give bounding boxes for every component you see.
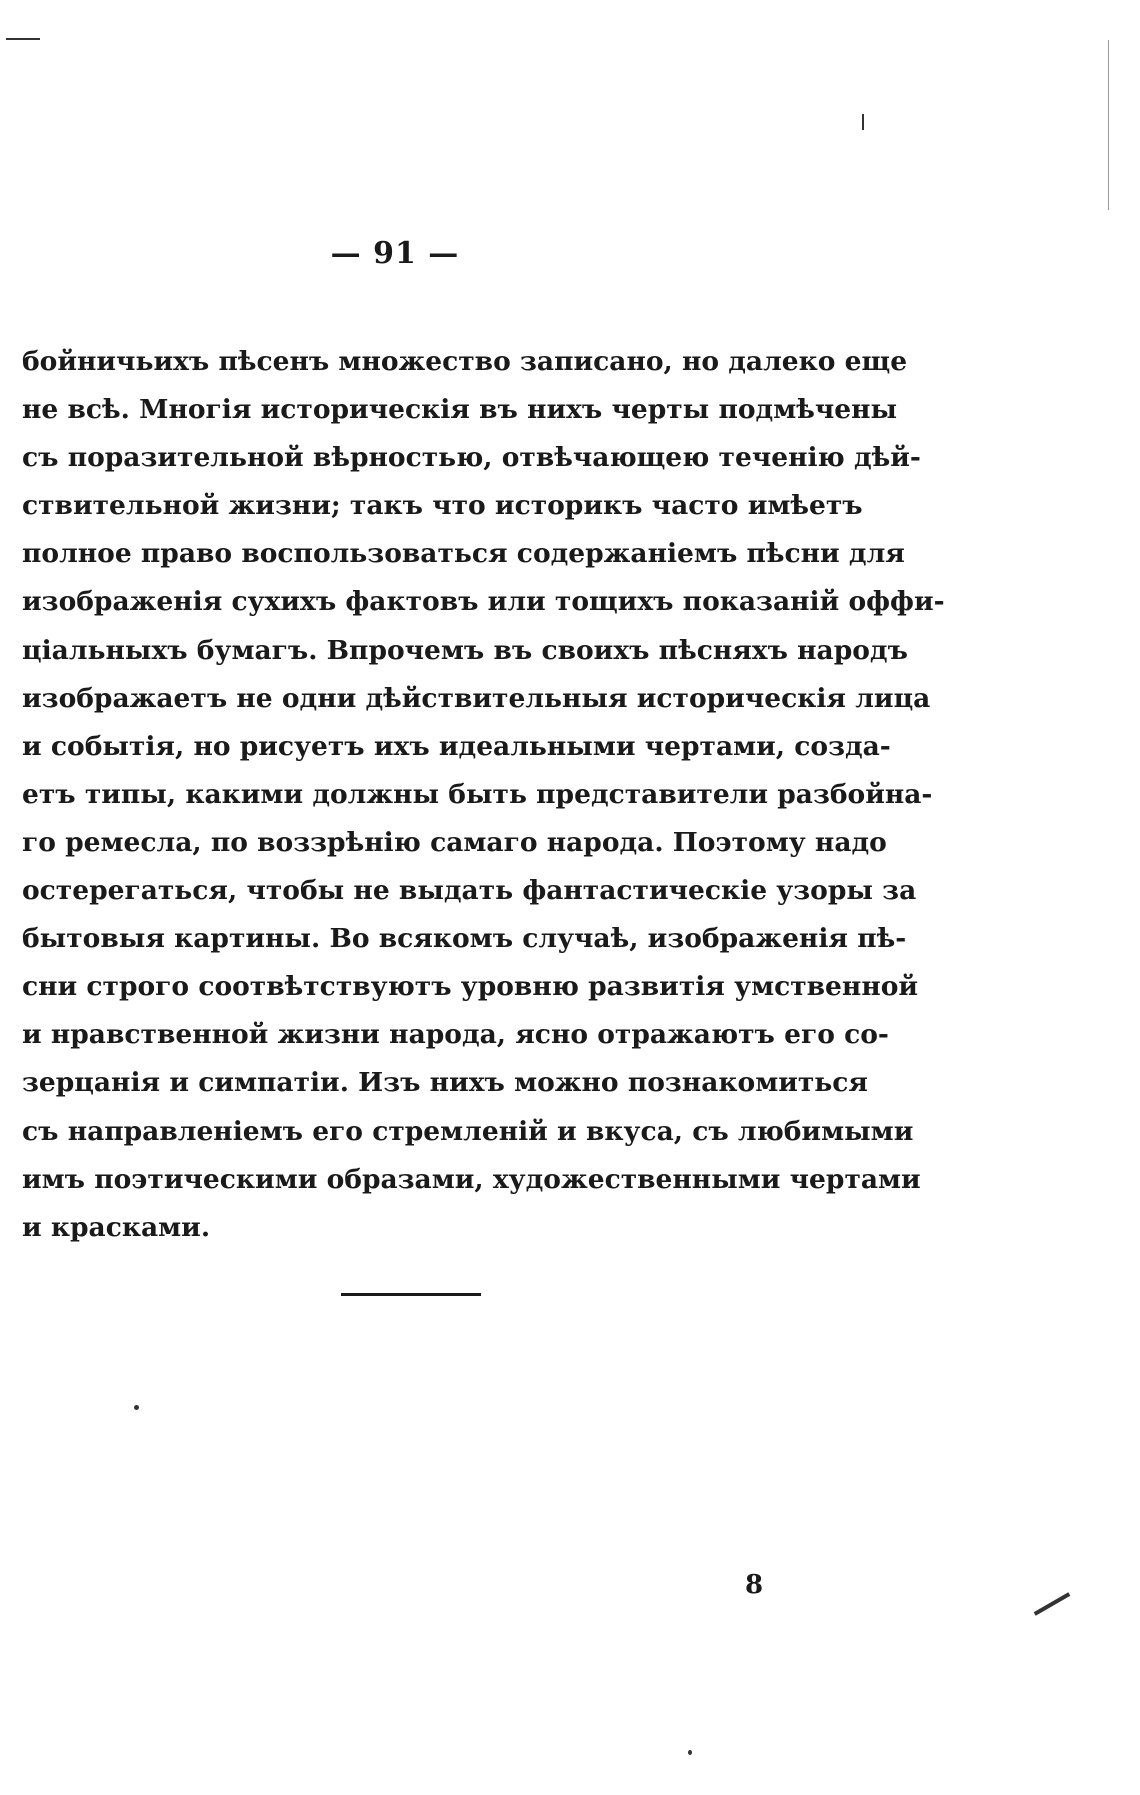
- scan-mark: [6, 38, 40, 40]
- text-line: имъ поэтическими образами, художественными чертами: [22, 1163, 921, 1195]
- text-line: изображаетъ не одни дѣйствительныя историческія лица: [22, 682, 931, 714]
- text-line: остерегаться, чтобы не выдать фантастическіе узоры за: [22, 875, 917, 907]
- text-line: съ направленіемъ его стремленій и вкуса, съ любимыми: [22, 1115, 914, 1147]
- scan-mark: [1108, 40, 1109, 210]
- text-line: зерцанія и симпатіи. Изъ нихъ можно познакомиться: [22, 1067, 868, 1099]
- scan-mark: [134, 1405, 139, 1410]
- scan-mark: [688, 1750, 692, 1755]
- text-line: изображенія сухихъ фактовъ или тощихъ показаній оффи-: [22, 586, 945, 618]
- text-line: полное право воспользоваться содержаніемъ пѣсни для: [22, 538, 905, 570]
- text-line: не всѣ. Многія историческія въ нихъ черты подмѣчены: [22, 394, 898, 426]
- text-line: етъ типы, какими должны быть представители разбойна-: [22, 778, 933, 810]
- body-paragraph: [22, 338, 945, 1252]
- text-line: и нравственной жизни народа, ясно отражаютъ его со-: [22, 1019, 889, 1051]
- text-line: ціальныхъ бумагъ. Впрочемъ въ своихъ пѣсняхъ народъ: [22, 634, 908, 666]
- text-line: го ремесла, по воззрѣнію самаго народа. Поэтому надо: [22, 826, 887, 858]
- text-line: бойничьихъ пѣсенъ множество записано, но далеко еще: [22, 346, 908, 377]
- closing-rule: [341, 1293, 481, 1296]
- scan-mark: [1034, 1592, 1071, 1615]
- text-line: ствительной жизни; такъ что историкъ часто имѣетъ: [22, 490, 863, 522]
- scan-mark: [862, 114, 864, 130]
- page-number: — 91 —: [330, 236, 460, 271]
- text-line: и событія, но рисуетъ ихъ идеальными чертами, созда-: [22, 730, 891, 762]
- text-line: сни строго соотвѣтствуютъ уровню развитія умственной: [22, 971, 919, 1003]
- text-line: бытовыя картины. Во всякомъ случаѣ, изображенія пѣ-: [22, 923, 907, 955]
- text-line: съ поразительной вѣрностью, отвѣчающею теченію дѣй-: [22, 442, 921, 474]
- text-line: и красками.: [22, 1211, 211, 1243]
- signature-mark: 8: [745, 1570, 764, 1600]
